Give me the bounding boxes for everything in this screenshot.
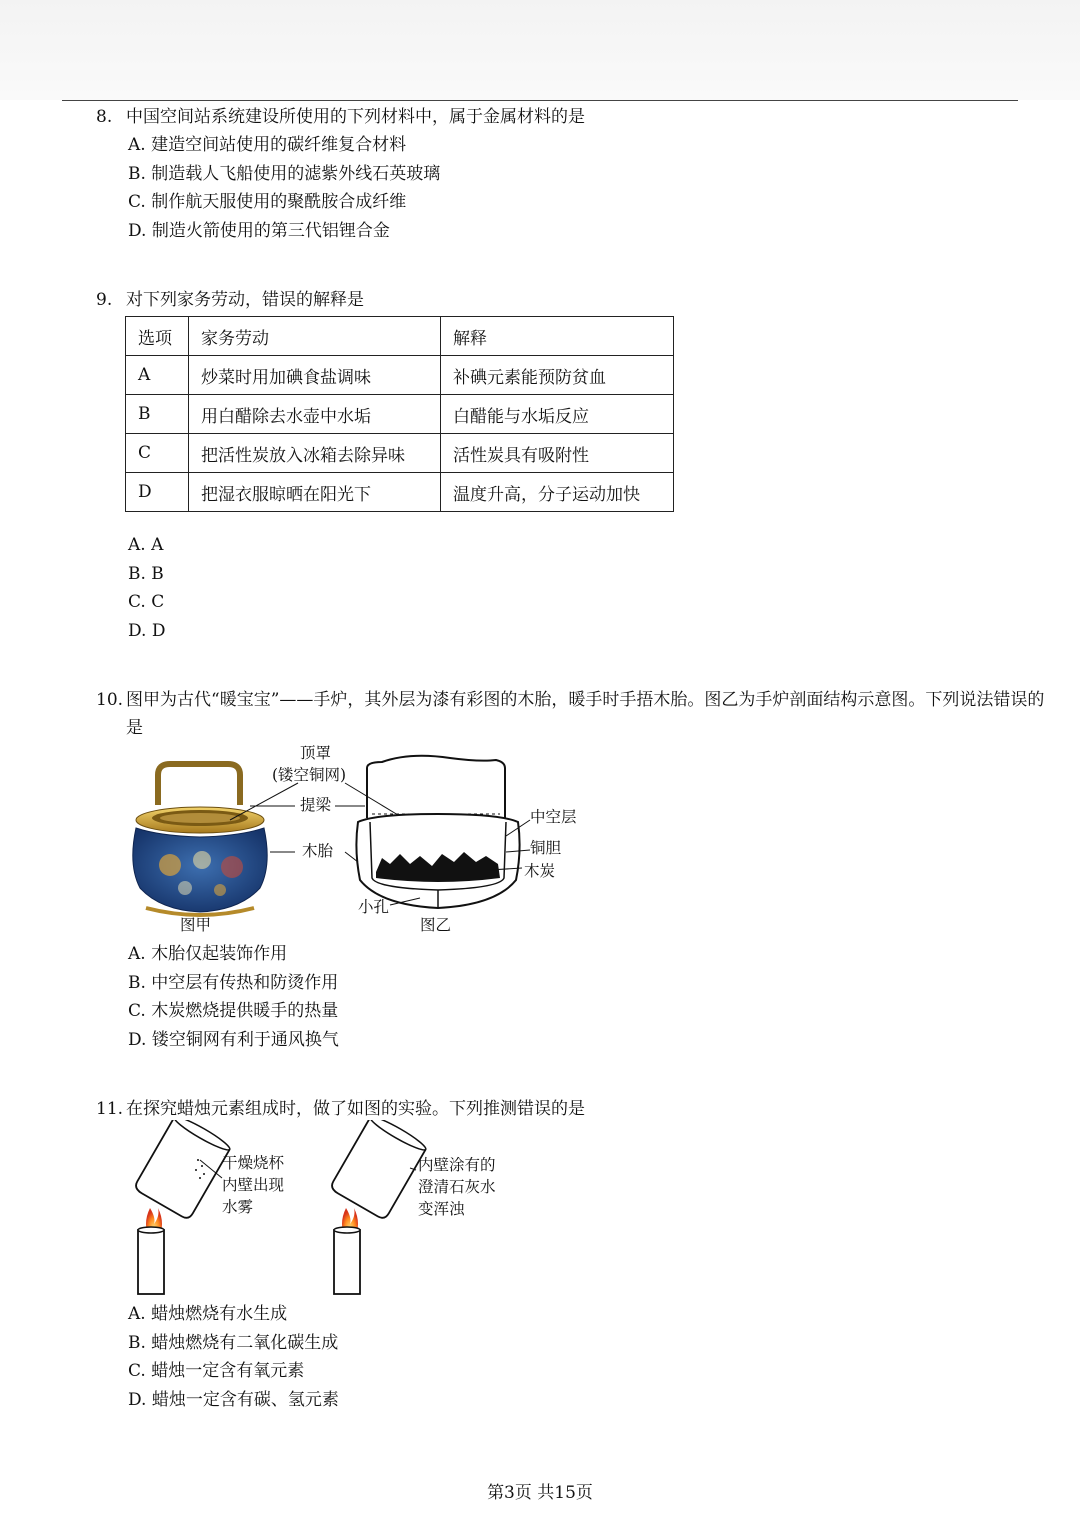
table-row (126, 356, 674, 395)
explanation-table (125, 316, 674, 512)
question-number: 11. (96, 1099, 124, 1119)
table-cell: A (126, 356, 189, 395)
question-stem: 图甲为古代“暖宝宝”——手炉，其外层为漆有彩图的木胎，暖手时手捂木胎。图乙为手炉剖面结构示意图。下列说法错误的是 (126, 690, 1045, 738)
page-top-margin (0, 0, 1080, 100)
options-list (128, 531, 1046, 646)
table-row (126, 395, 674, 434)
table-header-cell: 选项 (126, 317, 189, 356)
table-header-cell: 家务劳动 (189, 317, 441, 356)
hand-warmer-figure (120, 740, 620, 940)
table-cell: 白醋能与水垢反应 (441, 395, 674, 434)
label-small-hole: 小孔 (358, 898, 390, 916)
page-footer: 第3页 共15页 (487, 1483, 593, 1503)
table-cell: B (126, 395, 189, 434)
table-cell: 炒菜时用加碘食盐调味 (189, 356, 441, 395)
leader-line (345, 783, 398, 815)
question-number: 8. (96, 107, 113, 127)
table-cell: 把活性炭放入冰箱去除异味 (189, 434, 441, 473)
leader-line (506, 850, 530, 852)
table-cell: 温度升高，分子运动加快 (441, 473, 674, 512)
question-stem: 中国空间站系统建设所使用的下列材料中，属于金属材料的是 (126, 107, 585, 127)
question-number: 9. (96, 290, 113, 310)
label-turbid: 变浑浊 (418, 1200, 465, 1218)
question-number: 10. (96, 690, 124, 710)
label-limewater: 澄清石灰水 (418, 1178, 496, 1196)
option-b[interactable]: B. 制造载人飞船使用的滤紫外线石英玻璃 (128, 163, 441, 184)
option-c[interactable]: C. 木炭燃烧提供暖手的热量 (128, 1001, 339, 1022)
table-cell: 补碘元素能预防贫血 (441, 356, 674, 395)
label-hollow-layer: 中空层 (530, 808, 577, 826)
question-11-options (96, 1300, 1046, 1415)
label-copper-liner: 铜胆 (530, 839, 562, 857)
question-10 (96, 686, 1046, 742)
table-cell: C (126, 434, 189, 473)
question-11 (96, 1095, 1046, 1123)
label-wood-shell: 木胎 (302, 842, 334, 860)
label-top-cover: 顶罩 (300, 744, 332, 762)
option-d[interactable]: D. D (128, 621, 166, 642)
caption-figure-a: 图甲 (180, 916, 212, 934)
option-a[interactable]: A. A (128, 535, 164, 555)
table-row (126, 434, 674, 473)
dry-beaker-setup (133, 1120, 232, 1294)
hand-warmer-photo (133, 764, 267, 915)
question-9 (96, 286, 1046, 314)
candle-experiment-figure (120, 1120, 540, 1300)
options-list (128, 131, 1046, 246)
table-cell: 把湿衣服晾晒在阳光下 (189, 473, 441, 512)
table-row (126, 473, 674, 512)
limewater-beaker-setup (329, 1120, 428, 1294)
options-list (128, 1300, 1046, 1415)
caption-figure-b: 图乙 (420, 916, 452, 934)
table-cell: 活性炭具有吸附性 (441, 434, 674, 473)
question-8 (96, 103, 1046, 246)
label-coated-wall: 内壁涂有的 (418, 1156, 496, 1174)
option-a[interactable]: A. 木胎仅起装饰作用 (128, 944, 288, 964)
options-list (128, 940, 1046, 1055)
option-a[interactable]: A. 建造空间站使用的碳纤维复合材料 (128, 135, 407, 155)
label-handle: 提梁 (300, 796, 332, 814)
option-d[interactable]: D. 制造火箭使用的第三代铝锂合金 (128, 221, 390, 242)
label-water-mist: 水雾 (222, 1198, 254, 1216)
question-stem: 对下列家务劳动，错误的解释是 (126, 290, 364, 310)
table-cell: D (126, 473, 189, 512)
option-a[interactable]: A. 蜡烛燃烧有水生成 (128, 1304, 288, 1324)
cross-section-diagram (356, 756, 519, 908)
option-d[interactable]: D. 蜡烛一定含有碳、氢元素 (128, 1390, 339, 1411)
label-dry-beaker: 干燥烧杯 (222, 1154, 285, 1172)
option-b[interactable]: B. 中空层有传热和防烫作用 (128, 972, 339, 993)
label-charcoal: 木炭 (524, 862, 556, 880)
table-header-cell: 解释 (441, 317, 674, 356)
question-stem: 在探究蜡烛元素组成时，做了如图的实验。下列推测错误的是 (126, 1099, 585, 1119)
option-c[interactable]: C. 蜡烛一定含有氧元素 (128, 1361, 305, 1382)
option-b[interactable]: B. B (128, 563, 164, 584)
option-c[interactable]: C. C (128, 592, 165, 613)
header-rule (62, 100, 1018, 101)
option-c[interactable]: C. 制作航天服使用的聚酰胺合成纤维 (128, 192, 407, 213)
question-10-options (96, 940, 1046, 1055)
option-b[interactable]: B. 蜡烛燃烧有二氧化碳生成 (128, 1332, 339, 1353)
table-header-row (126, 317, 674, 356)
label-inner-wall: 内壁出现 (222, 1176, 285, 1194)
label-copper-mesh: (镂空铜网) (272, 766, 347, 784)
option-d[interactable]: D. 镂空铜网有利于通风换气 (128, 1030, 339, 1051)
table-cell: 用白醋除去水壶中水垢 (189, 395, 441, 434)
question-9-options (96, 531, 1046, 646)
